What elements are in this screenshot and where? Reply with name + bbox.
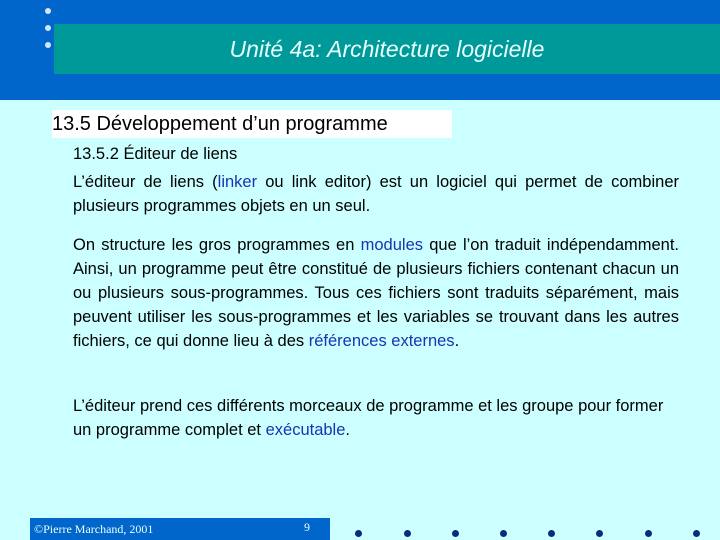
footer-dot <box>500 530 507 537</box>
paragraph-linker <box>73 170 679 218</box>
paragraph-text: . <box>454 332 460 350</box>
footer-dot <box>548 530 555 537</box>
paragraph-modules <box>73 233 679 353</box>
footer-dot <box>596 530 603 537</box>
keyword-executable: exécutable <box>265 421 346 439</box>
footer-dot <box>693 530 700 537</box>
page-number: 9 <box>304 520 310 534</box>
paragraph-executable <box>73 394 679 442</box>
subsection-title: 13.5.2 Éditeur de liens <box>73 145 238 163</box>
footer-dot <box>645 530 652 537</box>
footer-dot <box>452 530 459 537</box>
section-title: 13.5 Développement d’un programme <box>52 110 452 138</box>
header-dot <box>45 42 51 48</box>
paragraph-text: On structure les gros programmes en <box>73 236 361 254</box>
footer-dot <box>404 530 411 537</box>
paragraph-text: L’éditeur prend ces différents morceaux de programme et les groupe pour former un programme complet et <box>73 397 664 439</box>
paragraph-text: ou link editor) est un logiciel qui permet de combiner plusieurs programmes objets en un seul. <box>73 173 679 215</box>
header-dot <box>45 25 51 31</box>
footer-dot <box>355 530 362 537</box>
keyword-external-references: références externes <box>308 332 455 350</box>
paragraph-text: que l’on traduit indépendamment. Ainsi, un programme peut être constitué de plusieurs fichiers contenant chacun un ou plusieurs sous-programmes. Tous ces fichiers sont traduits séparément, mais peuvent utiliser les sous-programmes et les variables se trouvant dans les autres fichiers, ce qui donne lieu à des <box>73 236 680 350</box>
keyword-modules: modules <box>360 236 423 254</box>
header-dot <box>45 8 51 14</box>
slide-title: Unité 4a: Architecture logicielle <box>229 36 545 62</box>
paragraph-text: . <box>345 421 350 439</box>
paragraph-text: L’éditeur de liens ( <box>73 173 218 191</box>
footer-copyright: ©Pierre Marchand, 2001 <box>34 522 154 536</box>
keyword-linker: linker <box>217 173 258 191</box>
